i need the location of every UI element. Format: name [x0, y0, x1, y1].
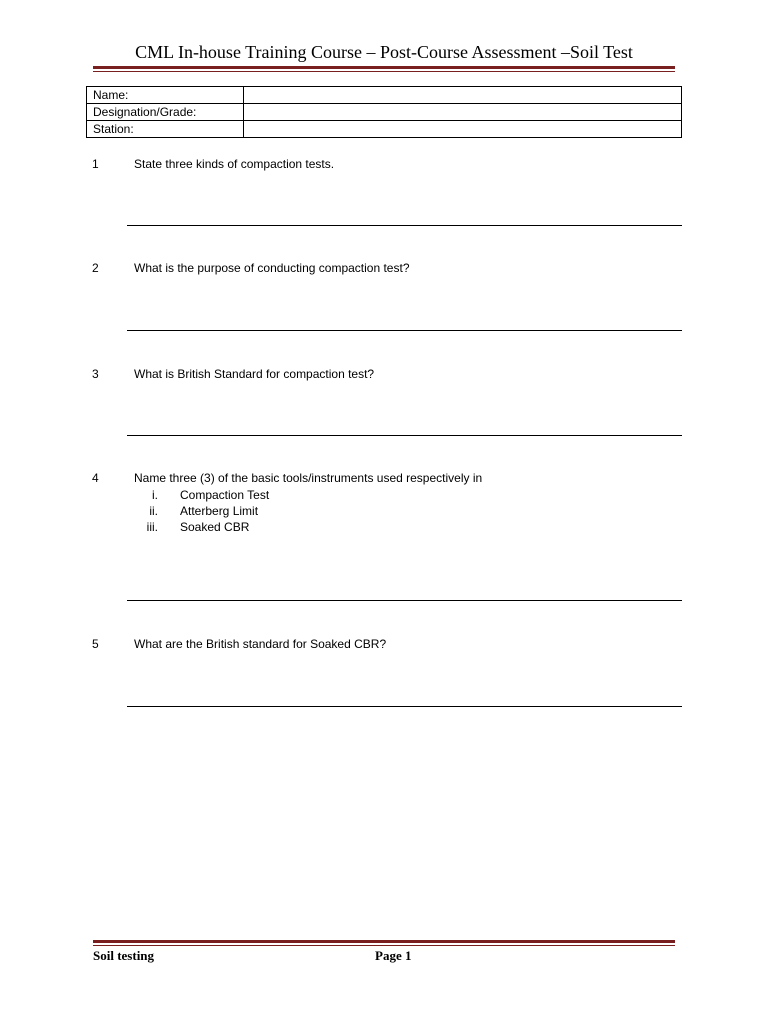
- footer-rule-thin: [93, 945, 675, 946]
- footer-subject: Soil testing: [93, 948, 155, 963]
- question-2-number: 2: [92, 261, 99, 275]
- question-5-text: What are the British standard for Soaked CBR?: [134, 637, 387, 651]
- subitem-compaction-test: Compaction Test: [180, 488, 270, 502]
- page-number: Page 1: [375, 948, 412, 963]
- table-row: [87, 104, 682, 121]
- header-rule-thick: [93, 66, 675, 69]
- question-5-number: 5: [92, 637, 99, 651]
- question-3-text: What is British Standard for compaction test?: [134, 367, 375, 381]
- question-4-text: Name three (3) of the basic tools/instruments used respectively in: [134, 471, 483, 485]
- footer-rule-thick: [93, 940, 675, 943]
- participant-info-table: [86, 86, 682, 138]
- question-1-number: 1: [92, 157, 99, 171]
- subitem-soaked-cbr: Soaked CBR: [180, 520, 250, 534]
- question-1-text: State three kinds of compaction tests.: [134, 157, 335, 171]
- document-title: CML In-house Training Course – Post-Course Assessment –Soil Test: [135, 42, 633, 62]
- question-4-answer-line[interactable]: [127, 600, 682, 601]
- designation-field[interactable]: [244, 104, 682, 121]
- designation-label: Designation/Grade:: [87, 104, 244, 121]
- station-field[interactable]: [244, 121, 682, 138]
- question-3-number: 3: [92, 367, 99, 381]
- question-2-answer-line[interactable]: [127, 330, 682, 331]
- header-rule-thin: [93, 71, 675, 72]
- question-5-answer-line[interactable]: [127, 706, 682, 707]
- name-field[interactable]: [244, 87, 682, 104]
- question-4-number: 4: [92, 471, 99, 485]
- question-1-answer-line[interactable]: [127, 225, 682, 226]
- subitem-number: i.: [152, 488, 158, 502]
- subitem-number: ii.: [149, 504, 158, 518]
- subitem-atterberg-limit: Atterberg Limit: [180, 504, 259, 518]
- subitem-number: iii.: [146, 520, 158, 534]
- station-label: Station:: [87, 121, 244, 138]
- table-row: [87, 87, 682, 104]
- question-3-answer-line[interactable]: [127, 435, 682, 436]
- question-2-text: What is the purpose of conducting compaction test?: [134, 261, 410, 275]
- table-row: [87, 121, 682, 138]
- name-label: Name:: [87, 87, 244, 104]
